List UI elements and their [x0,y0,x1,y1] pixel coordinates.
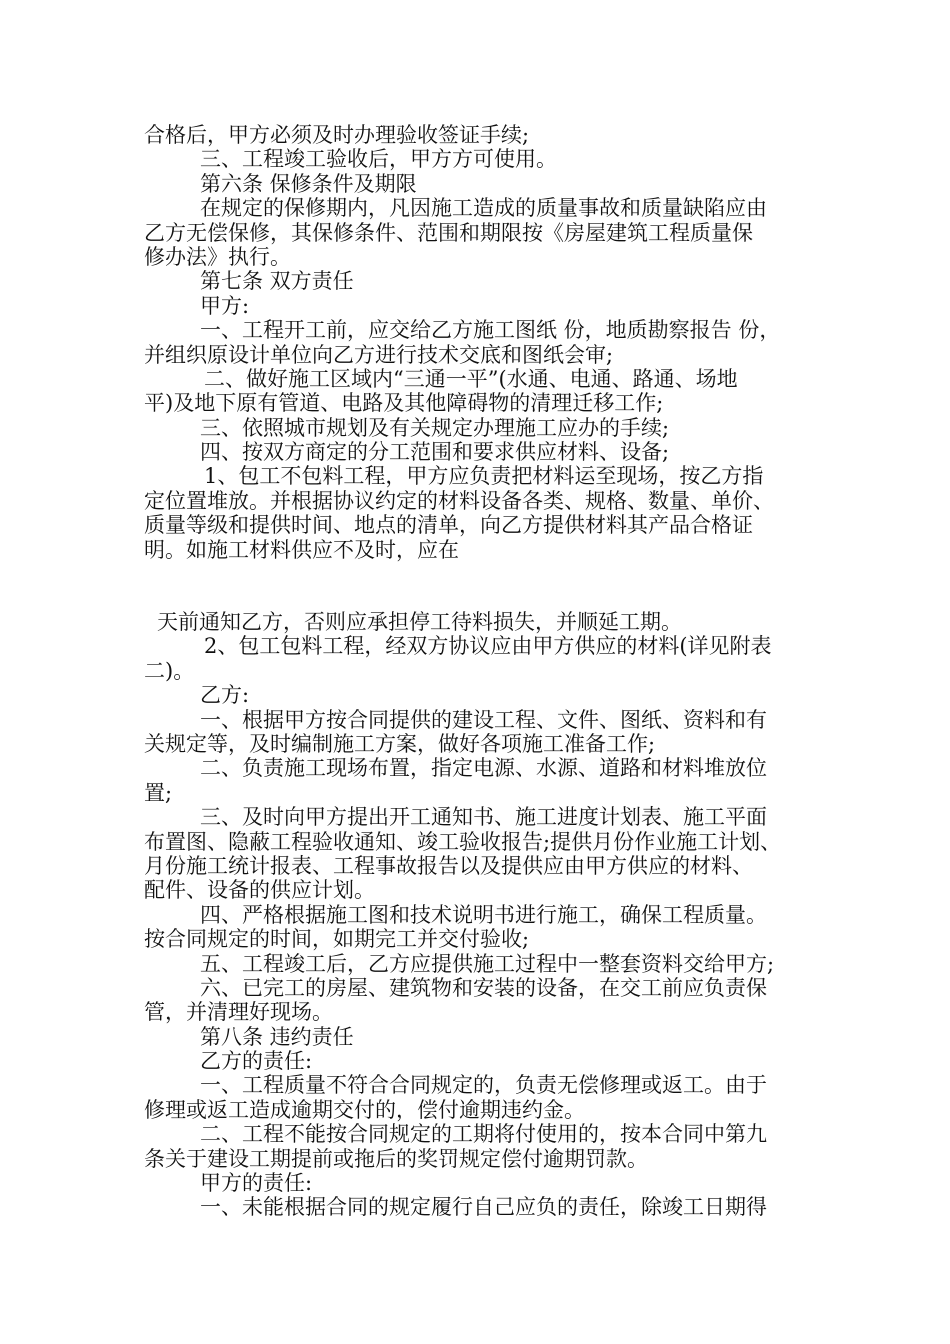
section-heading: 第七条 双方责任 [200,269,354,294]
text-line: 按合同规定的时间，如期完工并交付验收; [144,927,530,952]
text-line: 一、工程质量不符合合同规定的，负责无偿修理或返工。由于 [200,1073,767,1098]
text-line: 六、已完工的房屋、建筑物和安装的设备，在交工前应负责保 [200,975,767,1000]
text-line: 甲方的责任: [200,1171,313,1196]
text-line: 三、及时向甲方提出开工通知书、施工进度计划表、施工平面 [200,805,767,830]
text-line: 配件、设备的供应计划。 [144,878,375,903]
section-heading: 第八条 违约责任 [200,1024,354,1049]
text-line: 合格后，甲方必须及时办理验收签证手续; [144,123,530,147]
text-line: 三、工程竣工验收后，甲方方可使用。 [200,147,557,172]
section-heading: 第六条 保修条件及期限 [200,171,417,196]
text-line: 置; [144,780,173,805]
text-line: 一、工程开工前，应交给乙方施工图纸 份，地质勘察报告 份， [200,318,781,343]
text-line: 五、工程竣工后，乙方应提供施工过程中一整套资料交给甲方; [200,951,775,976]
text-line: 在规定的保修期内，凡因施工造成的质量事故和质量缺陷应由 [200,196,767,221]
text-line: 二、负责施工现场布置，指定电源、水源、道路和材料堆放位 [200,756,767,781]
text-line: 2、包工包料工程，经双方协议应由甲方供应的材料(详见附表 [204,634,772,659]
text-line: 修办法》执行。 [144,244,291,269]
text-line: 乙方的责任: [200,1049,313,1074]
text-line: 四、按双方商定的分工范围和要求供应材料、设备; [200,440,670,465]
text-line: 天前通知乙方，否则应承担停工待料损失，并顺延工期。 [157,610,682,635]
text-line: 质量等级和提供时间、地点的清单，向乙方提供材料其产品合格证 [144,513,753,538]
text-line: 明。如施工材料供应不及时，应在 [144,537,459,562]
text-line: 乙方: [200,683,250,708]
text-line: 甲方: [200,293,250,318]
document-body [144,123,824,1220]
text-line: 修理或返工造成逾期交付的，偿付逾期违约金。 [144,1097,585,1122]
text-line: 布置图、隐蔽工程验收通知、竣工验收报告;提供月份作业施工计划、 [144,829,782,854]
text-line: 三、依照城市规划及有关规定办理施工应办的手续; [200,415,670,440]
text-line: 一、未能根据合同的规定履行自己应负的责任，除竣工日期得 [200,1195,767,1220]
text-line: 关规定等，及时编制施工方案，做好各项施工准备工作; [144,731,656,756]
text-line: 二、做好施工区域内“三通一平”(水通、电通、路通、场地 [204,366,738,391]
text-line: 二、工程不能按合同规定的工期将付使用的，按本合同中第九 [200,1122,767,1147]
text-line: 月份施工统计报表、工程事故报告以及提供应由甲方供应的材料、 [144,853,753,878]
text-line: 并组织原设计单位向乙方进行技术交底和图纸会审; [144,342,614,367]
blank-gap [144,562,824,610]
text-line: 二)。 [144,658,195,683]
text-line: 1、包工不包料工程，甲方应负责把材料运至现场，按乙方指 [204,464,764,489]
text-line: 四、严格根据施工图和技术说明书进行施工，确保工程质量。 [200,902,767,927]
text-line: 乙方无偿保修，其保修条件、范围和期限按《房屋建筑工程质量保 [144,220,753,245]
text-line: 平)及地下原有管道、电路及其他障碍物的清理迁移工作; [144,391,664,416]
text-line: 一、根据甲方按合同提供的建设工程、文件、图纸、资料和有 [200,707,767,732]
text-line: 管，并清理好现场。 [144,1000,333,1025]
text-line: 定位置堆放。并根据协议约定的材料设备各类、规格、数量、单价、 [144,488,774,513]
text-line: 条关于建设工期提前或拖后的奖罚规定偿付逾期罚款。 [144,1146,648,1171]
